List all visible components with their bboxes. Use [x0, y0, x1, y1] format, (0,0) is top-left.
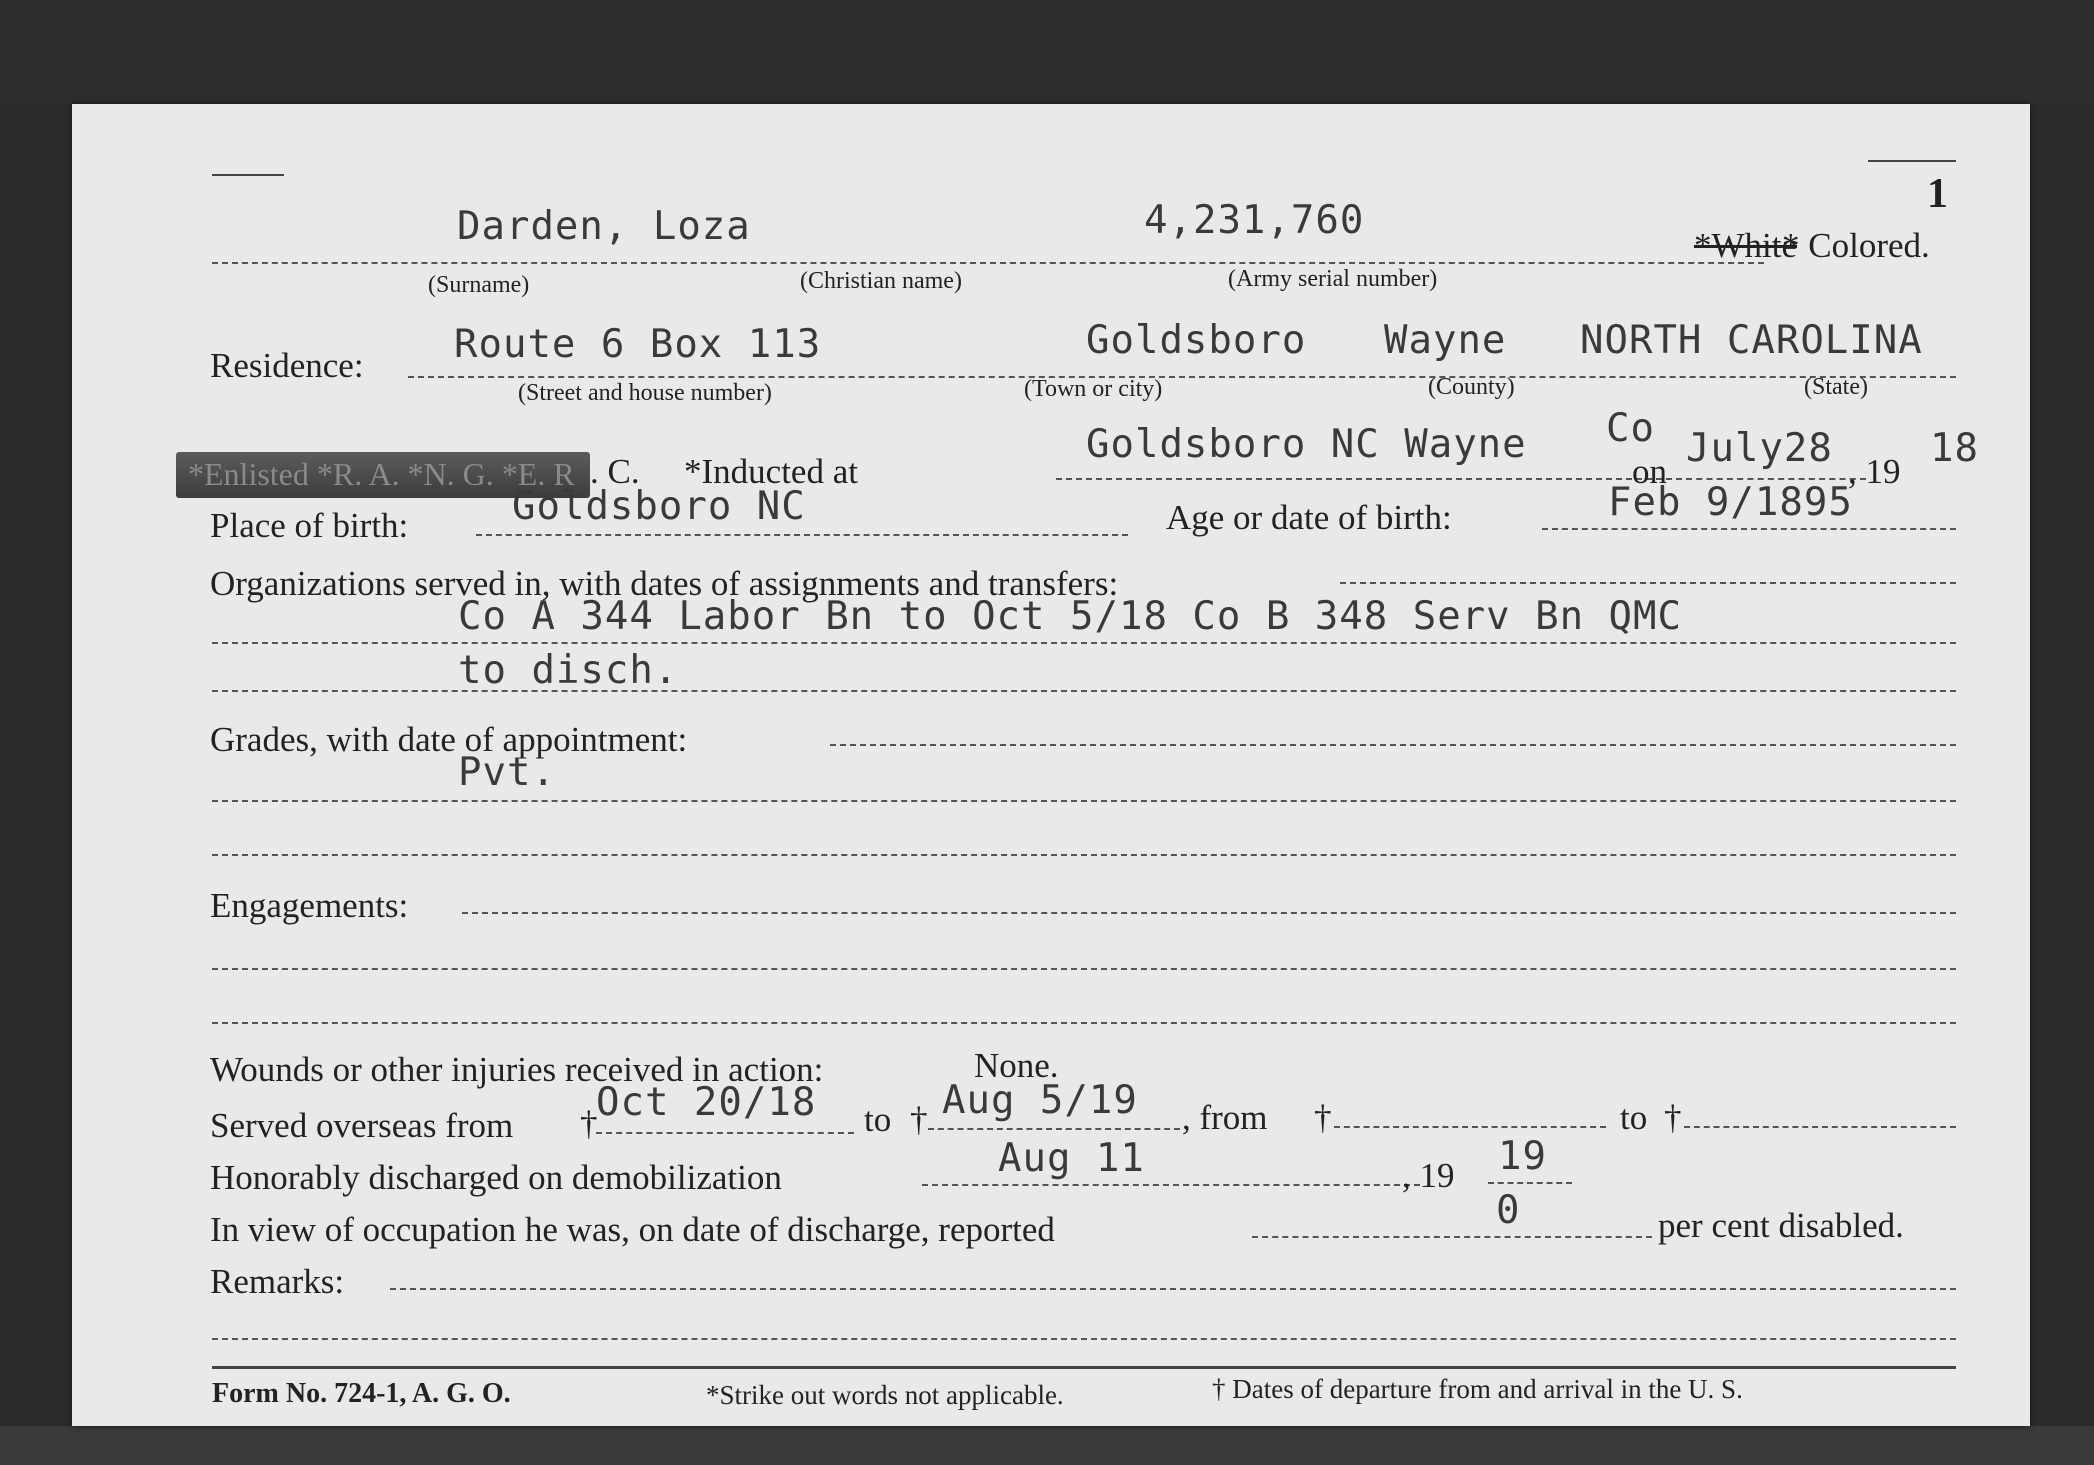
- grades-label: Grades, with date of appointment:: [210, 720, 688, 759]
- overseas-to1-line: [928, 1128, 1180, 1130]
- discharge-date-line: [922, 1184, 1420, 1186]
- induction-year-value: 18: [1930, 426, 1979, 471]
- overseas-to-label: to: [864, 1100, 892, 1139]
- overseas-label: Served overseas from: [210, 1106, 514, 1145]
- town-caption: (Town or city): [1024, 376, 1163, 402]
- surname-caption: (Surname): [428, 272, 530, 298]
- grades-label-line: [830, 744, 1956, 746]
- discharge-date-value: Aug 11: [998, 1136, 1145, 1181]
- overseas-dagger-4: †: [1664, 1098, 1682, 1137]
- name-line: [212, 262, 1764, 264]
- footer-rule: [212, 1366, 1956, 1369]
- grades-line2: [212, 854, 1956, 856]
- induction-place-line: [1056, 478, 1682, 480]
- overseas-dagger-3: †: [1314, 1098, 1332, 1137]
- dates-note: † Dates of departure from and arrival in the U. S.: [1212, 1374, 1743, 1404]
- card-number: 1: [1927, 171, 1948, 217]
- overseas-dagger-1: †: [580, 1104, 598, 1143]
- background-left: [0, 0, 2094, 104]
- age-line: [1542, 528, 1956, 530]
- disability-suffix: per cent disabled.: [1658, 1206, 1904, 1245]
- engagements-label-line: [462, 912, 1956, 914]
- strike-note: *Strike out words not applicable.: [706, 1380, 1064, 1410]
- on-label: on: [1632, 452, 1667, 491]
- induction-co-value: Co: [1606, 406, 1655, 451]
- remarks-line2: [212, 1338, 1956, 1340]
- surname-value: Darden, Loza: [457, 204, 751, 249]
- serial-value: 4,231,760: [1144, 198, 1365, 243]
- state-caption: (State): [1804, 374, 1868, 400]
- struck-enlistment-options: *Enlisted *R. A. *N. G. *E. R: [188, 456, 575, 492]
- christian-caption: (Christian name): [800, 268, 962, 294]
- top-right-rule: [1868, 160, 1956, 162]
- background-bottom: [0, 1426, 2094, 1465]
- discharge-label: Honorably discharged on demobilization: [210, 1158, 782, 1197]
- overseas-from1-value: Oct 20/18: [596, 1080, 817, 1125]
- grades-line1: [212, 800, 1956, 802]
- age-value: Feb 9/1895: [1608, 480, 1853, 525]
- birth-place-value: Goldsboro NC: [512, 484, 806, 529]
- inducted-label: *Inducted at: [684, 452, 858, 491]
- organizations-line2: to disch.: [458, 648, 679, 693]
- overseas-dagger-2: †: [910, 1100, 928, 1139]
- organizations-label: Organizations served in, with dates of assignments and transfers:: [210, 564, 1119, 603]
- organizations-line1: Co A 344 Labor Bn to Oct 5/18 Co B 348 Serv Bn QMC: [458, 594, 1682, 639]
- organizations-line2-rule: [212, 690, 1956, 692]
- residence-line: [408, 376, 1956, 378]
- overseas-to-label-2: to: [1620, 1098, 1648, 1137]
- street-caption: (Street and house number): [518, 380, 772, 406]
- discharge-year-line: [1488, 1182, 1572, 1184]
- street-value: Route 6 Box 113: [454, 322, 822, 367]
- remarks-label: Remarks:: [210, 1262, 345, 1301]
- discharge-year-value: 19: [1498, 1134, 1547, 1179]
- induction-date-value: July28: [1686, 426, 1833, 471]
- overseas-from-label: , from: [1182, 1098, 1268, 1137]
- discharge-year-prefix: , 19: [1402, 1156, 1455, 1195]
- remarks-line1: [390, 1288, 1956, 1290]
- overseas-from1-line: [596, 1132, 854, 1134]
- disability-line: [1252, 1236, 1652, 1238]
- age-label: Age or date of birth:: [1166, 498, 1452, 537]
- state-value: NORTH CAROLINA: [1580, 318, 1923, 363]
- erc-suffix: . C.: [590, 452, 640, 491]
- engagements-label: Engagements:: [210, 886, 409, 925]
- induction-year-prefix: , 19: [1848, 452, 1901, 491]
- county-value: Wayne: [1384, 318, 1507, 363]
- organizations-label-line: [1340, 582, 1956, 584]
- induction-place-value: Goldsboro NC Wayne: [1086, 422, 1527, 467]
- county-caption: (County): [1428, 374, 1515, 400]
- town-value: Goldsboro: [1086, 318, 1307, 363]
- overseas-from2-line: [1334, 1126, 1606, 1128]
- wounds-label: Wounds or other injuries received in action:: [210, 1050, 824, 1089]
- colored-option: * Colored.: [1782, 226, 1930, 265]
- overseas-to1-value: Aug 5/19: [942, 1078, 1138, 1123]
- engagements-line2: [212, 1022, 1956, 1024]
- disability-value: 0: [1496, 1188, 1521, 1233]
- service-record-card: [72, 104, 2030, 1426]
- birth-place-line: [476, 534, 1128, 536]
- form-number: Form No. 724-1, A. G. O.: [212, 1378, 511, 1409]
- wounds-value: None.: [974, 1046, 1059, 1085]
- disability-label: In view of occupation he was, on date of discharge, reported: [210, 1210, 1055, 1249]
- top-left-rule: [212, 174, 284, 176]
- grades-value: Pvt.: [458, 750, 556, 795]
- white-option: *White: [1694, 226, 1798, 265]
- birth-place-label: Place of birth:: [210, 506, 409, 545]
- residence-label: Residence:: [210, 346, 364, 385]
- serial-caption: (Army serial number): [1228, 266, 1438, 292]
- organizations-line1-rule: [212, 642, 1956, 644]
- overseas-to2-line: [1684, 1126, 1956, 1128]
- engagements-line1: [212, 968, 1956, 970]
